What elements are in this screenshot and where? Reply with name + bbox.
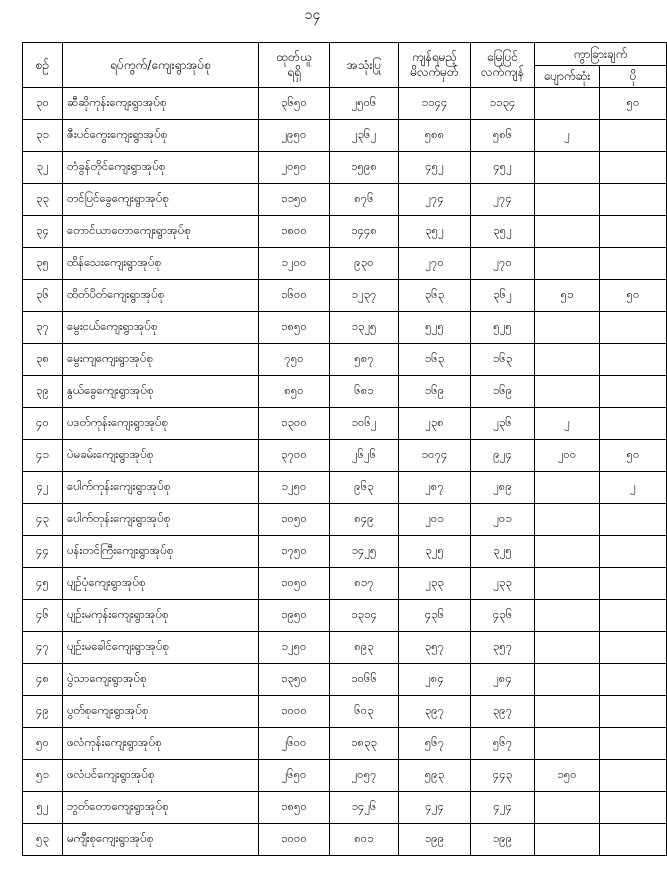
row-received: ၈၅၀ <box>259 376 330 408</box>
row-received: ၂၆၀၀ <box>259 728 330 760</box>
row-name: ပျဉ်ပုံကျေးရွာအုပ်စု <box>63 568 259 600</box>
row-lost <box>535 472 600 504</box>
table-row <box>23 536 667 568</box>
row-extra <box>600 312 667 344</box>
row-lost: ၂ <box>535 408 600 440</box>
row-extra <box>600 184 667 216</box>
row-ground: ၄၃၆ <box>471 600 535 632</box>
header-lost: ပျောက်ဆုံး <box>535 66 600 88</box>
row-received: ၂၀၅၀ <box>259 152 330 184</box>
row-name: ဆီဆိုကုန်းကျေးရွာအုပ်စု <box>63 88 259 120</box>
row-extra: ၅၀ <box>600 280 667 312</box>
row-serial: ၃၄ <box>23 216 63 248</box>
row-used: ၂၆၂၆ <box>330 440 399 472</box>
row-received: ၁၀၀၀ <box>259 824 330 856</box>
row-ground: ၅၈၆ <box>471 120 535 152</box>
table-row <box>23 184 667 216</box>
row-name: ပွတ်စုကျေးရွာအုပ်စု <box>63 696 259 728</box>
row-expected: ၂၃၃ <box>399 568 471 600</box>
row-name: တံခွန်တိုင်ကျေးရွာအုပ်စု <box>63 152 259 184</box>
row-ground: ၃၂၅ <box>471 536 535 568</box>
header-ground-remaining <box>471 43 535 88</box>
row-serial: ၃၅ <box>23 248 63 280</box>
row-name: ထိန်သေးကျေးရွာအုပ်စု <box>63 248 259 280</box>
row-expected: ၄၂၄ <box>399 792 471 824</box>
header-serial: စဉ် <box>23 43 63 88</box>
row-received: ၃၇၀၀ <box>259 440 330 472</box>
row-ground: ၅၆၇ <box>471 728 535 760</box>
row-name: ပျဉ်းမခေါင်ကျေးရွာအုပ်စု <box>63 632 259 664</box>
table-row <box>23 216 667 248</box>
row-name: ဇီးပင်ကွေးကျေးရွာအုပ်စု <box>63 120 259 152</box>
row-extra <box>600 152 667 184</box>
table-row <box>23 664 667 696</box>
row-serial: ၄၀ <box>23 408 63 440</box>
row-ground: ၉၂၄ <box>471 440 535 472</box>
table-row <box>23 152 667 184</box>
row-used: ၈၀၁ <box>330 824 399 856</box>
table-row <box>23 344 667 376</box>
row-expected: ၅၈၈ <box>399 120 471 152</box>
row-ground: ၃၅၇ <box>471 632 535 664</box>
row-lost <box>535 568 600 600</box>
row-ground: ၄၂၄ <box>471 792 535 824</box>
row-expected: ၃၅၇ <box>399 632 471 664</box>
row-name: တောင်ယာတောကျေးရွာအုပ်စု <box>63 216 259 248</box>
row-extra <box>600 376 667 408</box>
row-lost <box>535 216 600 248</box>
row-used: ၈၉၃ <box>330 632 399 664</box>
row-expected: ၄၃၆ <box>399 600 471 632</box>
table-row <box>23 376 667 408</box>
row-received: ၁၈၅၀ <box>259 792 330 824</box>
row-serial: ၄၅ <box>23 568 63 600</box>
table-row <box>23 248 667 280</box>
row-used: ၁၄၂၅ <box>330 536 399 568</box>
table-row <box>23 440 667 472</box>
row-extra <box>600 504 667 536</box>
table-row <box>23 824 667 856</box>
row-ground: ၃၆၂ <box>471 280 535 312</box>
row-lost <box>535 632 600 664</box>
row-ground: ၄၄၃ <box>471 760 535 792</box>
header-expected-remaining <box>399 43 471 88</box>
row-extra: ၅၀ <box>600 440 667 472</box>
table-row <box>23 600 667 632</box>
row-ground: ၁၆၉ <box>471 376 535 408</box>
table-row <box>23 728 667 760</box>
row-used: ၁၃၁၄ <box>330 600 399 632</box>
row-used: ၈၇၆ <box>330 184 399 216</box>
row-extra: ၂ <box>600 472 667 504</box>
row-extra <box>600 344 667 376</box>
table-row <box>23 88 667 120</box>
row-expected: ၂၈၄ <box>399 664 471 696</box>
row-serial: ၄၉ <box>23 696 63 728</box>
row-extra: ၅၀ <box>600 88 667 120</box>
row-name: တင်ပြင်ခွေကျေးရွာအုပ်စု <box>63 184 259 216</box>
row-expected: ၃၂၅ <box>399 536 471 568</box>
row-name: မွေးကျကျေးရွာအုပ်စု <box>63 344 259 376</box>
row-extra <box>600 696 667 728</box>
row-received: ၁၀၀၀ <box>259 696 330 728</box>
row-serial: ၄၈ <box>23 664 63 696</box>
row-expected: ၃၅၂ <box>399 216 471 248</box>
row-used: ၂၀၅၇ <box>330 760 399 792</box>
row-expected: ၅၂၅ <box>399 312 471 344</box>
table-row <box>23 632 667 664</box>
row-serial: ၄၆ <box>23 600 63 632</box>
row-used: ၆၀၃ <box>330 696 399 728</box>
row-serial: ၅၃ <box>23 824 63 856</box>
row-ground: ၃၉၇ <box>471 696 535 728</box>
row-used: ၆၈၁ <box>330 376 399 408</box>
table-row <box>23 792 667 824</box>
row-name: ပျဉ်းမကုန်းကျေးရွာအုပ်စု <box>63 600 259 632</box>
row-received: ၁၁၅၀ <box>259 184 330 216</box>
row-lost <box>535 600 600 632</box>
row-name: ထိတ်ပိတ်ကျေးရွာအုပ်စု <box>63 280 259 312</box>
table-row <box>23 472 667 504</box>
table-row <box>23 312 667 344</box>
table-row <box>23 760 667 792</box>
row-ground: ၂၇၄ <box>471 184 535 216</box>
row-serial: ၄၇ <box>23 632 63 664</box>
row-serial: ၃၈ <box>23 344 63 376</box>
row-used: ၁၂၃၇ <box>330 280 399 312</box>
row-lost: ၅၁ <box>535 280 600 312</box>
row-received: ၁၆၀၀ <box>259 280 330 312</box>
row-serial: ၄၃ <box>23 504 63 536</box>
row-used: ၈၄၉ <box>330 504 399 536</box>
row-serial: ၃၂ <box>23 152 63 184</box>
row-lost <box>535 664 600 696</box>
row-lost: ၁၅၀ <box>535 760 600 792</box>
row-lost <box>535 248 600 280</box>
row-expected: ၁၆၃ <box>399 344 471 376</box>
row-used: ၂၃၆၂ <box>330 120 399 152</box>
row-received: ၁၇၅၀ <box>259 536 330 568</box>
header-received <box>259 43 330 88</box>
row-name: ပဲမခမ်းကျေးရွာအုပ်စု <box>63 440 259 472</box>
row-ground: ၂၈၉ <box>471 472 535 504</box>
table-row <box>23 408 667 440</box>
row-extra <box>600 760 667 792</box>
row-used: ၁၃၂၅ <box>330 312 399 344</box>
row-ground: ၃၅၂ <box>471 216 535 248</box>
row-used: ၅၈၇ <box>330 344 399 376</box>
row-extra <box>600 536 667 568</box>
row-ground: ၁၆၃ <box>471 344 535 376</box>
row-lost <box>535 728 600 760</box>
row-used: ၁၄၂၆ <box>330 792 399 824</box>
header-received-label: ထုတ်ယူ ရရှိ <box>276 50 312 79</box>
row-used: ၈၁၇ <box>330 568 399 600</box>
row-received: ၁၀၅၀ <box>259 504 330 536</box>
header-used: အသုံးပြု <box>330 43 399 88</box>
row-expected: ၂၈၇ <box>399 472 471 504</box>
row-name: ဘွတ်တောကျေးရွာအုပ်စု <box>63 792 259 824</box>
row-lost <box>535 152 600 184</box>
row-received: ၁၂၅၀ <box>259 632 330 664</box>
row-ground: ၂၈၄ <box>471 664 535 696</box>
row-expected: ၅၆၇ <box>399 728 471 760</box>
row-ground: ၂၃၆ <box>471 408 535 440</box>
row-lost <box>535 376 600 408</box>
row-lost <box>535 696 600 728</box>
row-serial: ၃၁ <box>23 120 63 152</box>
row-received: ၇၅၀ <box>259 344 330 376</box>
header-expected-label: ကျန်ရမည့် မိလက်မှတ် <box>410 50 459 79</box>
table-row <box>23 568 667 600</box>
row-serial: ၅၀ <box>23 728 63 760</box>
row-used: ၁၅၉၈ <box>330 152 399 184</box>
row-extra <box>600 216 667 248</box>
row-serial: ၃၀ <box>23 88 63 120</box>
row-received: ၁၈၅၀ <box>259 312 330 344</box>
row-name: ပေါက်ကုန်းကျေးရွာအုပ်စု <box>63 472 259 504</box>
row-ground: ၂၇၀ <box>471 248 535 280</box>
row-extra <box>600 792 667 824</box>
row-received: ၁၂၀၀ <box>259 248 330 280</box>
row-used: ၁၀၆၂ <box>330 408 399 440</box>
row-name: ပန်းတင်ကြီးကျေးရွာအုပ်စု <box>63 536 259 568</box>
row-name: ဖလံကုန်းကျေးရွာအုပ်စု <box>63 728 259 760</box>
row-received: ၁၃၀၀ <box>259 408 330 440</box>
row-lost <box>535 184 600 216</box>
row-lost <box>535 504 600 536</box>
row-serial: ၅၁ <box>23 760 63 792</box>
row-used: ၁၄၄၈ <box>330 216 399 248</box>
row-extra <box>600 664 667 696</box>
row-received: ၃၆၅၀ <box>259 88 330 120</box>
row-expected: ၃၆၃ <box>399 280 471 312</box>
row-expected: ၁၀၇၄ <box>399 440 471 472</box>
row-received: ၁၉၅၀ <box>259 600 330 632</box>
row-expected: ၅၉၃ <box>399 760 471 792</box>
summary-table <box>22 42 667 856</box>
row-used: ၁၈၃၃ <box>330 728 399 760</box>
row-extra <box>600 248 667 280</box>
row-name: ပဒတ်ကုန်းကျေးရွာအုပ်စု <box>63 408 259 440</box>
table-row <box>23 696 667 728</box>
row-extra <box>600 824 667 856</box>
header-difference: ကွာခြားချက် <box>535 43 667 66</box>
row-ground: ၅၂၅ <box>471 312 535 344</box>
row-received: ၁၈၀၀ <box>259 216 330 248</box>
row-serial: ၄၂ <box>23 472 63 504</box>
row-serial: ၃၃ <box>23 184 63 216</box>
row-expected: ၁၉၉ <box>399 824 471 856</box>
row-lost: ၂ <box>535 120 600 152</box>
row-name: မကျီးစုကျေးရွာအုပ်စု <box>63 824 259 856</box>
row-expected: ၂၇၄ <box>399 184 471 216</box>
row-serial: ၃၉ <box>23 376 63 408</box>
row-lost <box>535 824 600 856</box>
row-expected: ၂၀၁ <box>399 504 471 536</box>
row-received: ၁၂၅၀ <box>259 472 330 504</box>
row-used: ၉၃၀ <box>330 248 399 280</box>
row-name: ပေါက်တုန်းကျေးရွာအုပ်စု <box>63 504 259 536</box>
table-row <box>23 504 667 536</box>
row-extra <box>600 408 667 440</box>
header-ward-village: ရပ်ကွက်/ကျေးရွာအုပ်စု <box>63 43 259 88</box>
row-ground: ၄၅၂ <box>471 152 535 184</box>
header-extra: ပို <box>600 66 667 88</box>
page-number: ၁၄ <box>304 7 321 23</box>
row-expected: ၁၁၄၄ <box>399 88 471 120</box>
row-ground: ၁၉၉ <box>471 824 535 856</box>
row-lost <box>535 88 600 120</box>
row-expected: ၃၉၇ <box>399 696 471 728</box>
row-serial: ၃၆ <box>23 280 63 312</box>
row-extra <box>600 632 667 664</box>
header-ground-label: မြေပြင် လက်ကျန် <box>481 50 524 79</box>
row-expected: ၄၅၂ <box>399 152 471 184</box>
row-received: ၁၃၅၀ <box>259 664 330 696</box>
row-lost <box>535 536 600 568</box>
row-received: ၁၀၅၀ <box>259 568 330 600</box>
row-serial: ၄၁ <box>23 440 63 472</box>
table-row <box>23 120 667 152</box>
row-used: ၂၅၀၆ <box>330 88 399 120</box>
row-extra <box>600 728 667 760</box>
row-used: ၁၀၆၆ <box>330 664 399 696</box>
table-row <box>23 280 667 312</box>
row-name: ဖလံပင်ကျေးရွာအုပ်စု <box>63 760 259 792</box>
row-expected: ၁၆၉ <box>399 376 471 408</box>
row-lost <box>535 792 600 824</box>
row-received: ၂၉၅၀ <box>259 120 330 152</box>
row-received: ၂၆၅၀ <box>259 760 330 792</box>
row-serial: ၄၄ <box>23 536 63 568</box>
row-serial: ၅၂ <box>23 792 63 824</box>
row-expected: ၂၇၀ <box>399 248 471 280</box>
row-name: မွေးငယ်ကျေးရွာအုပ်စု <box>63 312 259 344</box>
row-name: နွယ်ခွေကျေးရွာအုပ်စု <box>63 376 259 408</box>
row-extra <box>600 568 667 600</box>
row-serial: ၃၇ <box>23 312 63 344</box>
row-lost <box>535 344 600 376</box>
row-extra <box>600 120 667 152</box>
row-ground: ၁၁၃၄ <box>471 88 535 120</box>
row-lost <box>535 312 600 344</box>
row-lost: ၂၀၀ <box>535 440 600 472</box>
row-name: ပွဲသာကျေးရွာအုပ်စု <box>63 664 259 696</box>
row-extra <box>600 600 667 632</box>
row-ground: ၂၃၃ <box>471 568 535 600</box>
row-used: ၉၆၃ <box>330 472 399 504</box>
row-expected: ၂၃၈ <box>399 408 471 440</box>
row-ground: ၂၀၁ <box>471 504 535 536</box>
